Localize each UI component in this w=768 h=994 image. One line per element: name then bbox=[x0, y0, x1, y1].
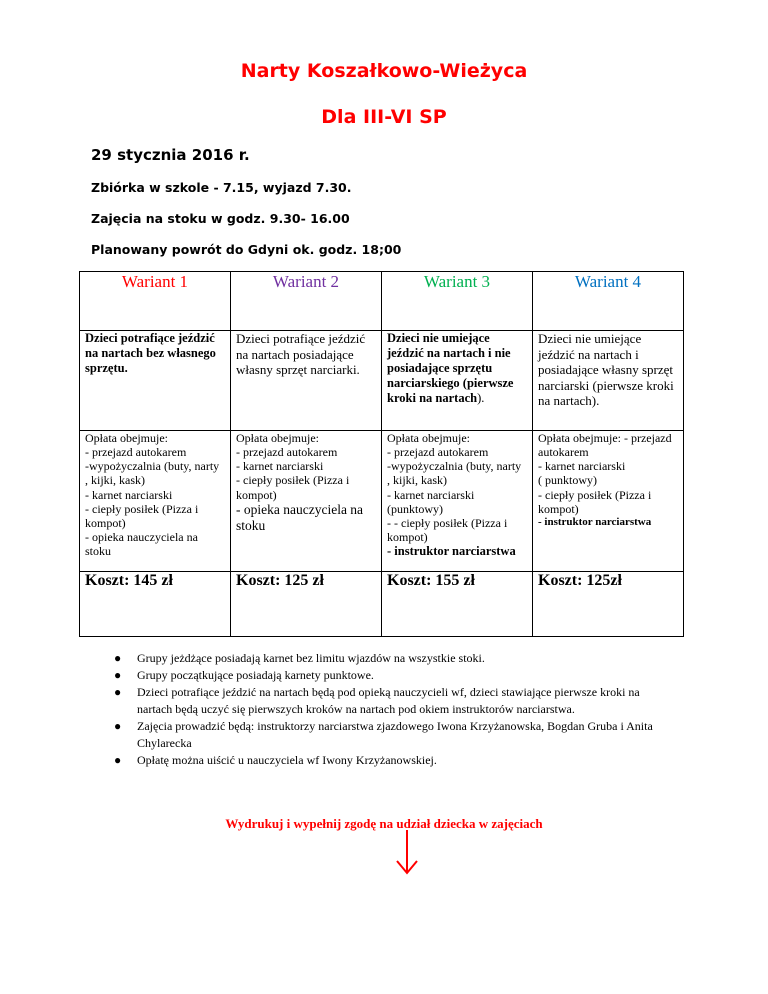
variant-3-description-main: Dzieci nie umiejące jeździć na nartach i nie posiadające sprzętu narciarskiego (pierwsze kroki na nartach bbox=[387, 331, 514, 405]
fee-line: Opłata obejmuje: bbox=[85, 431, 168, 445]
bullet-icon: ● bbox=[114, 719, 122, 733]
meeting-info: Zbiórka w szkole - 7.15, wyjazd 7.30. bbox=[91, 180, 352, 195]
variant-2-cost: Koszt: 125 zł bbox=[231, 572, 382, 637]
variant-1-cost: Koszt: 145 zł bbox=[80, 572, 231, 637]
note-text: Grupy początkujące posiadają karnety punktowe. bbox=[137, 668, 374, 682]
note-text: Dzieci potrafiące jeździć na nartach będą pod opieką nauczycieli wf, dzieci stawiające pierwsze kroki na nartach będą uczyć się pierwszych kroków na nartach pod okiem instruktorów narciarstwa. bbox=[137, 685, 640, 716]
fee-line: -wypożyczalnia (buty, narty , kijki, kask) bbox=[387, 459, 522, 488]
fee-line: - przejazd autokarem bbox=[236, 445, 338, 460]
note-text: Opłatę można uiścić u nauczyciela wf Iwony Krzyżanowskiej. bbox=[137, 753, 437, 767]
variant-3-fees bbox=[382, 431, 533, 572]
table-row-descriptions bbox=[80, 331, 684, 431]
fee-line-extra: - instruktor narciarstwa bbox=[538, 515, 652, 528]
fee-line: - karnet narciarski bbox=[538, 459, 626, 474]
bullet-icon: ● bbox=[114, 651, 122, 665]
fee-line: Opłata obejmuje: bbox=[387, 431, 470, 445]
fee-line-extra: - opieka nauczyciela na stoku bbox=[236, 501, 364, 533]
variant-3-description-end: ). bbox=[477, 391, 485, 405]
table-row-headers bbox=[80, 272, 684, 331]
trip-date: 29 stycznia 2016 r. bbox=[91, 146, 250, 164]
variant-4-header: Wariant 4 bbox=[533, 272, 684, 331]
bullet-icon: ● bbox=[114, 685, 122, 699]
fee-line: ( punktowy) bbox=[538, 473, 597, 488]
fee-line: - przejazd autokarem bbox=[85, 445, 187, 460]
variant-1-description: Dzieci potrafiące jeździć na nartach bez własnego sprzętu. bbox=[80, 331, 231, 431]
print-consent-instruction: Wydrukuj i wypełnij zgodę na udział dziecka w zajęciach bbox=[225, 816, 543, 831]
classes-info: Zajęcia na stoku w godz. 9.30- 16.00 bbox=[91, 211, 350, 226]
variant-1-fees bbox=[80, 431, 231, 572]
fee-line: - - ciepły posiłek (Pizza i kompot) bbox=[387, 515, 508, 545]
fee-line: - opieka nauczyciela na stoku bbox=[85, 530, 198, 559]
fee-line: Opłata obejmuje: bbox=[236, 431, 319, 445]
variant-4-description: Dzieci nie umiejące jeździć na nartach i posiadające własny sprzęt narciarski (pierwsze kroki na nartach). bbox=[533, 331, 684, 431]
variant-3-cost: Koszt: 155 zł bbox=[382, 572, 533, 637]
page-title: Narty Koszałkowo-Wieżyca bbox=[240, 60, 528, 82]
list-item bbox=[114, 684, 674, 718]
table-row-fees bbox=[80, 431, 684, 572]
variant-2-description: Dzieci potrafiące jeździć na nartach posiadające własny sprzęt narciarki. bbox=[231, 331, 382, 431]
variant-2-header: Wariant 2 bbox=[231, 272, 382, 331]
fee-line-extra: - instruktor narciarstwa bbox=[387, 544, 516, 559]
fee-line: - karnet narciarski (punktowy) bbox=[387, 487, 475, 516]
variant-1-header: Wariant 1 bbox=[80, 272, 231, 331]
fee-line: -wypożyczalnia (buty, narty , kijki, kask) bbox=[85, 459, 220, 488]
note-text: Grupy jeżdżące posiadają karnet bez limitu wjazdów na wszystkie stoki. bbox=[137, 651, 485, 665]
note-text: Zajęcia prowadzić będą: instruktorzy narciarstwa zjazdowego Iwona Krzyżanowska, Bogdan Gruba i Anita Chylarecka bbox=[137, 719, 653, 750]
fee-line: - karnet narciarski bbox=[85, 487, 173, 502]
return-info: Planowany powrót do Gdyni ok. godz. 18;00 bbox=[91, 242, 402, 257]
bullet-icon: ● bbox=[114, 668, 122, 682]
variants-table bbox=[79, 271, 684, 637]
fee-line: - przejazd autokarem bbox=[387, 445, 489, 460]
list-item bbox=[114, 752, 674, 769]
variant-3-header: Wariant 3 bbox=[382, 272, 533, 331]
fee-line: - ciepły posiłek (Pizza i kompot) bbox=[538, 487, 652, 516]
table-row-costs bbox=[80, 572, 684, 637]
fee-line: - ciepły posiłek (Pizza i kompot) bbox=[236, 473, 350, 502]
arrow-down-icon bbox=[392, 828, 422, 876]
variant-3-description bbox=[382, 331, 533, 431]
list-item bbox=[114, 667, 674, 684]
fee-line: - karnet narciarski bbox=[236, 459, 324, 474]
variant-4-fees bbox=[533, 431, 684, 572]
variant-2-fees bbox=[231, 431, 382, 572]
bullet-icon: ● bbox=[114, 753, 122, 767]
variant-4-cost: Koszt: 125zł bbox=[533, 572, 684, 637]
page-subtitle: Dla III-VI SP bbox=[321, 106, 447, 128]
list-item bbox=[114, 650, 674, 667]
notes-list bbox=[114, 650, 674, 769]
list-item bbox=[114, 718, 674, 752]
fee-line: Opłata obejmuje: - przejazd autokarem bbox=[538, 431, 672, 460]
fee-line: - ciepły posiłek (Pizza i kompot) bbox=[85, 501, 199, 530]
